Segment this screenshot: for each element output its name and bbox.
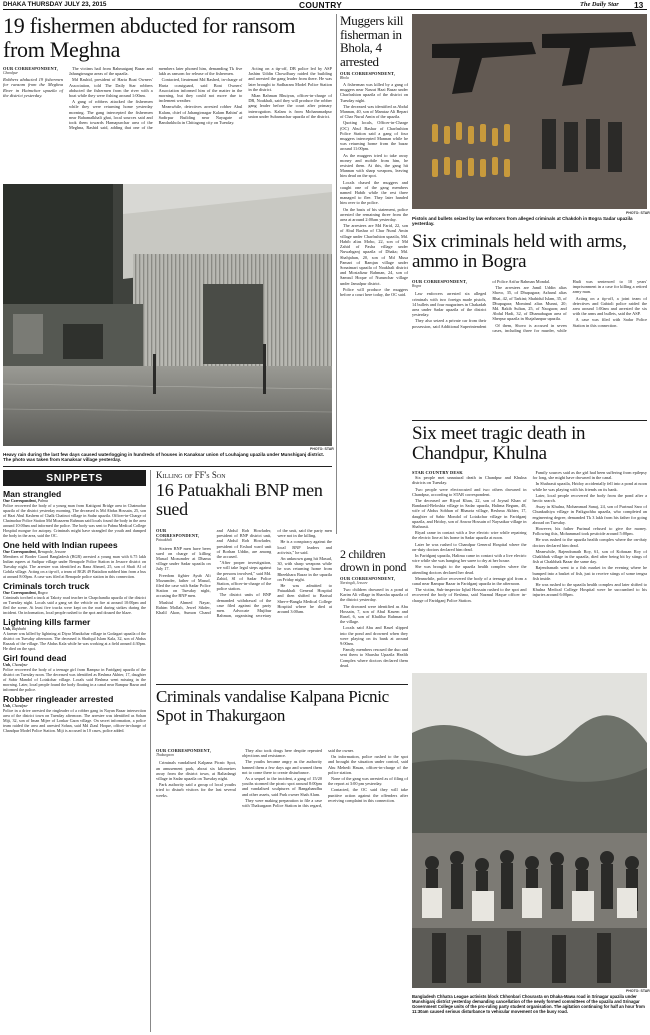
story-kalpana-picnic bbox=[156, 688, 408, 1032]
photo-credit: PHOTO: STAR bbox=[626, 989, 650, 993]
story-headline: Muggers kill fisherman in Bhola, 4 arrested bbox=[340, 14, 404, 69]
story-byline: OUR CORRESPONDENT, bbox=[156, 528, 200, 539]
story-dateline: Bogra bbox=[412, 284, 422, 289]
flood-scene-image bbox=[3, 184, 332, 446]
story-body: OUR CORRESPONDENT, Patuakhali Sixteen BNP men have been sued on charge of killing Masud Mozumder at Dhama village under Sadar upazila on July 17. Freedom fighter Ayub Ali Mozumder, father of Masud, filed the case with Sadar Police Station on Tuesday night, accusing the BNP men. Mashiul Ahmed Nayar, Rahim Mollah, Jewel Sikder, Khalil Akon, Sumon Chand and Abdul Rob Howlader, president of BNP district unit, and Abdul Rob Howlader, president of Ershad ward unit of Borhan Uddin, are among the accused. "After proper investigation, we will take legal steps against the persons involved," said Md. Zahid, SI of Sadar Police Station, officer-in-charge of the police station. The district units of BNP demanded withdrawal of the case filed against the party men. Advocate Mujibur Rahman, organising secretary of the unit, said the party men were not in the killing. He is a conspiracy against the local BNP leaders and activists," he said. An unknown gang hit Masud, 30, with sharp weapons while he was returning home from Bheekhara Bazar in the upazila on Friday night. He was admitted to Patuakhali General Hospital and then shifted to Barisal Sher-e-Bangla Medical College Hospital where he died at around 3:00am. bbox=[156, 528, 332, 619]
snippet-item: Robber ringleader arrested Unb, Chandpur Police in a drive arrested the ringleader of a robber gang in Nayan Bazar intersection area of the district town on Tuesday afternoon. The arrestee was identified as Sohan Miji, 32, son of Iman Mijee of Lonkar Gaon village. On secret information, a police team raided the area and arrested Sohan, said Md Ziaul Hoque, officer-in-charge of Chandpur Model Police Station. Miji is accused in 10 cases, police added. bbox=[3, 694, 146, 733]
story-byline: OUR CORRESPONDENT, bbox=[412, 279, 467, 284]
photo-caption: Pistols and bullets seized by law enforcers from alleged criminals at Chakdoh in Bogra Sadar upazila yesterday. bbox=[412, 216, 633, 227]
story-dateline: Patuakhali bbox=[156, 538, 173, 543]
story-headline: Six meet tragic death in Chandpur, Khulna bbox=[412, 424, 586, 464]
photo-credit: PHOTO: STAR bbox=[310, 447, 334, 451]
story-kicker: Killing of FF's Son bbox=[156, 470, 226, 480]
story-body: OUR CORRESPONDENT, Thakurgaon Criminals vandalised Kalpana Picnic Spot, an amusement park, about six kilometres away from the district town, at Baliadangi village in Sadar upazila on Tuesday night. Park authority said a group of local youths tried to disturb visitors for the last several weeks. They also took drugs here despite repeated objections and resistance. The youths became angry as the authority banned them a few days ago and warned them not to come there to create disturbance. As a sequel to the incident, a gang of 15/20 youths stormed the picnic spot around 8:00pm and vandalised sculptures of Bangabandhu and other assets, said Park owner Shah Alam. They were making preparation to file a case with Thakurgaon Police Station in this regard, said the owner. On information, police rushed to the spot and brought the situation under control, said Abu Mehedi Hasan, officer-in-charge of the police station. None of the gang was arrested as of filing of the report at 3:00 pm yesterday. Contacted, the OC said they will take punitive action against the offenders after receiving complaint in this connection. bbox=[156, 748, 408, 809]
seized-arms-image bbox=[412, 14, 647, 209]
story-headline: Criminals vandalise Kalpana Picnic Spot in Thakurgaon bbox=[156, 688, 389, 725]
story-byline: OUR CORRESPONDENT, bbox=[340, 71, 395, 76]
photo-caption: Bangladesh Chhatra League activists block Chhonbari Chourasta on Dhaka-Mawa road in Srinagar upazila under Munshiganj district yesterday demanding cancellation of the newly formed committees of the upazila and Srinagar Government College units of the pro-ruling party student organisation. The agitation continuing for half an hour from 11:30am caused serious disturbance to vehicular movement on the busy road. bbox=[412, 994, 645, 1014]
story-dateline: Bhola bbox=[340, 76, 349, 80]
snippets-column bbox=[3, 470, 151, 1032]
page-number: 13 bbox=[634, 0, 644, 10]
photo-caption: Heavy rain during the last few days caused waterlogging in hundreds of houses in Kanaksar union of Louhajang upazila under Munshiganj district. The photo was taken from Kanaksar village yesterday. bbox=[3, 452, 325, 463]
page-header bbox=[3, 0, 647, 10]
snippets-header: SNIPPETS bbox=[3, 470, 146, 486]
pistols-photo bbox=[412, 14, 647, 209]
road-blockade-image bbox=[412, 673, 647, 988]
story-body: The victims hail from Rahmatganj Bazar and Jahangirnagar areas of the upazila. Md Rashid, president of Haria Boat Owners' Association, told The Daily Star robbers abducted the fishermen from the river with a boat while they were fishing around 1:00am. A gang of robbers attacked the fishermen while they were returning home yesterday morning. The gang intercepted the fishermen near Bahamalkhali ghat, local sources said and took them towards Hamapurchar area of the Meghna, Rashid said, adding that one of the members later phoned him, demanding Tk five lakh as ransom for release of the fishermen. Contacted, lieutenant Md Rashed, in-charge of Haria coastguard, said Boat Owners' Association informed him of the matter in the morning, but they could not move due to inclement weather. Meanwhile, detectives arrested robber Abul Kalam, chief of Jahangirnagar Kalam Bahini' at Sadirpur Building near Nayagate of Bandarkhola in Chittagong city on Tuesday. Acting on a tip-off, DB police led by ASP Jashim Uddin Chowdhury raided the building and arrested the gang leader from there. He was later brought to Sadharam Model Police Station in the district. Mian Rahman Bhuiyan, officer-in-charge of DB, Noakhali, said they will produce the robber gang leader before the court after primary interrogation. Kalam is from Mohammadpur union under Subarnachar upazila of the district. bbox=[69, 66, 332, 131]
story-lede: Robbers abducted 19 fishermen for ransom from the Meghna River in Haimchar upazila of the district yesterday. bbox=[3, 77, 63, 99]
masthead-logo: The Daily Star bbox=[580, 1, 619, 8]
story-body: A fisherman was killed by a gang of muggers near Nasrat Hazi Bazar under Charfashion upazila of the district on Tuesday night. The deceased was identified as Abdul Mannan, 40, son of Mamtaz Ali Bepari of Char Nurul Amin of the upazila. Quoting locals, Officer-in-Charge (OC) Abul Bashar of Charfashion Police Station said a gang of four muggers intercepted Mannan while he was returning home from the bazar around 11:00pm. As the muggers tried to take away money and mobile from him, he resisted them. At this, the gang hit Mannan with sharp weapons, leaving him dead on the spot. Locals chased the muggers and caught one of the gang members named Habib while the rest three managed to flee. They later handed him over to the police. On the basis of his statement, police arrested the remaining three from the area at around 2:00am yesterday. The arrestees are Md Farid, 22, son of Abul Bashar of Char Nurul Amin village under Charfashion upazila, Md. Habib alias Mobo, 22, son of Md Zahid of Pasha village under Nuwabganj upazila of Dhaka; Md. Shahjahan, 20, son of Md Musa Pamari of Ramjan village under Sonaimari upazila of Noakhali district and Mostafizur Rahman, 24, son of Samsul Hoque of Nurunchar village under Jamalpur district. Police will produce the muggers before a court here today, the OC said. bbox=[340, 82, 408, 297]
story-headline: 16 Patuakhali BNP men sued bbox=[156, 480, 323, 519]
story-muggers-bhola bbox=[340, 14, 408, 299]
story-headline: 2 children drown in pond bbox=[340, 548, 407, 574]
snippet-item: Criminals torch truck Our Correspondent, Bogra Criminals torched a truck at Takoty road teacher in Chapchandia upazila of the district on Tuesday night. Locals said a gang set the vehicle on fire at around 10:00pm and fled the scene. At least five trucks were kept on the road during strikes during the incident. On information, local people rushed to the spot and doused the blaze. bbox=[3, 581, 146, 615]
story-body: STAR COUNTRY DESK Six people met unnatural death in Chandpur and Khulna districts on Tuesday. Two people were electrocuted and two others drowned in Chandpur, according to STAR correspondent. The deceased are Riyad Khan, 22, son of Joynal Khan of Bandarail-Beloshia village in Sadar upazila, Halima Begum, 48, wife of Abdus Sobhan of Bhaurta village, Reshma Akhter, 17, daughter of Sabir Mondol of Lotakchar village in Faridganj upazila, and Hridoy, son of Anwar Hossain of Naysatkar village in Shahrasti. Riyad came in contact with a live electric wire while repairing the electric line at his home in Sadar upazila at noon. Later he was rushed to Chandpur General Hospital where the on-duty doctors declared him dead. In Faridganj upazila, Halima came in contact with a live electric wire while she was hanging her saree to dry at her house. She was brought to the upazila health complex where the attending doctors declared her dead. Meanwhile, police recovered the body of a teenage girl from a canal near Rampur Bazar in Faridganj upazila in the afternoon. The victim, Sub-inspector Iqbal Hossain rushed to the spot and recovered the body of Reshma, said Nazmul Haque officer in-charge of Faridganj Police Station. Family sources said as the girl had been suffering from epilepsy for long, she might have drowned in the canal. In Shahrasti upazila, Hridoy accidentally fell into a pond at noon while he was playing with his friends on its bank. Later, local people recovered the body from the pond after a hectic search. Away in Khulna, Mohammad Sanaj, 24, son of Purimal Saro of Chunkuthiya village in Paikgachha upazila, who completed an engineering degree, demanded Tk 3 lakh from his father for going abroad on Tuesday. However, his father Purimal refused to give the money. Following this, Mohammad took pesticide around 5:00pm. He was rushed to the upazila health complex where the on-duty doctors declared him dead. Meanwhile, Rajendranath Roy, 61, son of Kobasan Roy of Chakbhak village in the upazila, died after being bit by stings of fish at Chakbhak Bazar the same day. Rajendranath went to a fish market in the evening where he bumped into a basket of fish, just to receive stings of some tengra fish inside. He was rushed to the upazila health complex and later shifted to Khulna Medical College Hospital were he succumbed to his injuries around 6:00pm. bbox=[412, 470, 647, 603]
story-byline: OUR CORRESPONDENT, bbox=[340, 576, 395, 581]
story-headline: Six criminals held with arms, ammo in Bogra bbox=[412, 232, 627, 272]
snippet-item: Girl found dead Unb, Chandpur Police recovered the body of a teenage girl from Rampur in Faridganj upazila of the district on Tuesday noon. The deceased was identified as Reshma Akhter, 17, daughter of Sabir Mandol of Lotakchar village. Locals said Reshma went missing in the morning. Later, local people found the body floating in a canal near Rampur Bazar and informed the police. bbox=[3, 653, 146, 692]
story-headline: 19 fishermen abducted for ransom from Meghna bbox=[3, 14, 296, 62]
section-label: COUNTRY bbox=[299, 0, 343, 10]
story-byline: STAR COUNTRY DESK bbox=[412, 470, 463, 475]
snippet-item: Lightning kills farmer Unb, Rajshahi A farmer was killed by lightning at Diyar Manikchar village in Godagari upazila of the district on Tuesday afternoon. The deceased is Shafiqul Islam Kala, 32, son of Abdus Razzak of the village. The Abdus Kala while he was working at a field around 4:30pm. He died on the spot. bbox=[3, 617, 146, 651]
blockade-photo bbox=[412, 673, 647, 988]
story-children-drown bbox=[340, 548, 408, 688]
story-criminals-bogra bbox=[412, 232, 647, 420]
story-patuakhali-bnp bbox=[156, 470, 332, 682]
story-fishermen-abducted bbox=[3, 14, 332, 176]
flood-photo bbox=[3, 184, 332, 446]
photo-credit: PHOTO: STAR bbox=[626, 211, 650, 215]
story-dateline: Narsingdi, Jessore bbox=[340, 581, 368, 585]
story-byline: OUR CORRESPONDENT, bbox=[156, 748, 211, 753]
story-tragic-death bbox=[412, 424, 647, 669]
snippet-item: One held with Indian rupees Our Correspondent, Benapole, Jessore Members of Border Guard Bangladesh (BGB) arrested a young man with 6.75 lakh Indian rupees at Sadipur village under Benapole Police Station in Jessore district on Tuesday night. The arrestee was identified as Rana Ahmed, 25, son of Shafi Al of Gobila village. Acting on a tip-off, a team of BGB 49 Battalion nabbed him from a bus at around 8:00pm. A case was filed at Benapole police station in this connection. bbox=[3, 540, 146, 579]
story-dateline: Thakurgaon bbox=[156, 753, 174, 758]
story-byline: OUR CORRESPONDENT, bbox=[3, 66, 58, 71]
story-body: Two children drowned in a pond at Karim Ali village in Sharsha upazila of the district yesterday. The drowned were identified as Abu Hossain, 7, son of Abul Kasem and Rasel, 6, son of Khalilur Rahman of the village. Locals said Abu and Rasel slipped into the pond and drowned when they were playing on its bank at around 9:00am. Family members rescued the duo and sent them to Sharsha Upazila Health Complex where doctors declared them dead. bbox=[340, 587, 408, 668]
story-body: OUR CORRESPONDENT, Bogra Law enforcers arrested six alleged criminals with two foreign made pistols, 14 bullets and four magazines in Chakadah area under Sadar upazila of the district yesterday. They also seized a private car from their possession, said Additional Superintendent of Police Arifur Rahman Mondal. The arrestees are Jamil Uddin alias Shovo, 35, of Dhupagara; Azharul alias Bhai, 42, of Tarkini; Shahidul Islam, 35, of Dhupagara; Mominul alias Munni, 20; Md. Rakib Sultan, 25, of Naogaon; and Abdul Hadi, 32, of Dhamabagan area of Sherpur upazila in Shajahanpur upazila. Of them, Shovo is accused in seven cases, including three for murder, while Hadi was sentenced to 10 years' imprisonment in a case for killing a retired army man. Acting on a tip-off, a joint team of detectives and Gabtoli police raided the area around 1:00am and arrested the six with the arms and bullets, said the ASP. A case was filed with Sadar Police Station in this connection. bbox=[412, 279, 647, 333]
story-dateline: Chandpur bbox=[3, 71, 18, 75]
snippet-item: Man strangled Our Correspondent, Pabna Police recovered the body of a young man from Kattigoni Bridge area in Chatmohar upazila of the district yesterday morning. The deceased is Md Abdus Hossain, 25, son of Hazi Abul Kashem of Chalk Chatinoi village in Sadar upazila. Officer-in-Charge of Chatmohar Police Station Md Moazzem Rahman said locals found the body in the area around 10:00am and informed the police. The body was sent to Pabna Medical College Hospital morgue for autopsy. Criminals might have strangled the youth and dumped the body in the area, said the OC. bbox=[3, 489, 146, 538]
header-date: DHAKA THURSDAY JULY 23, 2015 bbox=[3, 1, 107, 8]
